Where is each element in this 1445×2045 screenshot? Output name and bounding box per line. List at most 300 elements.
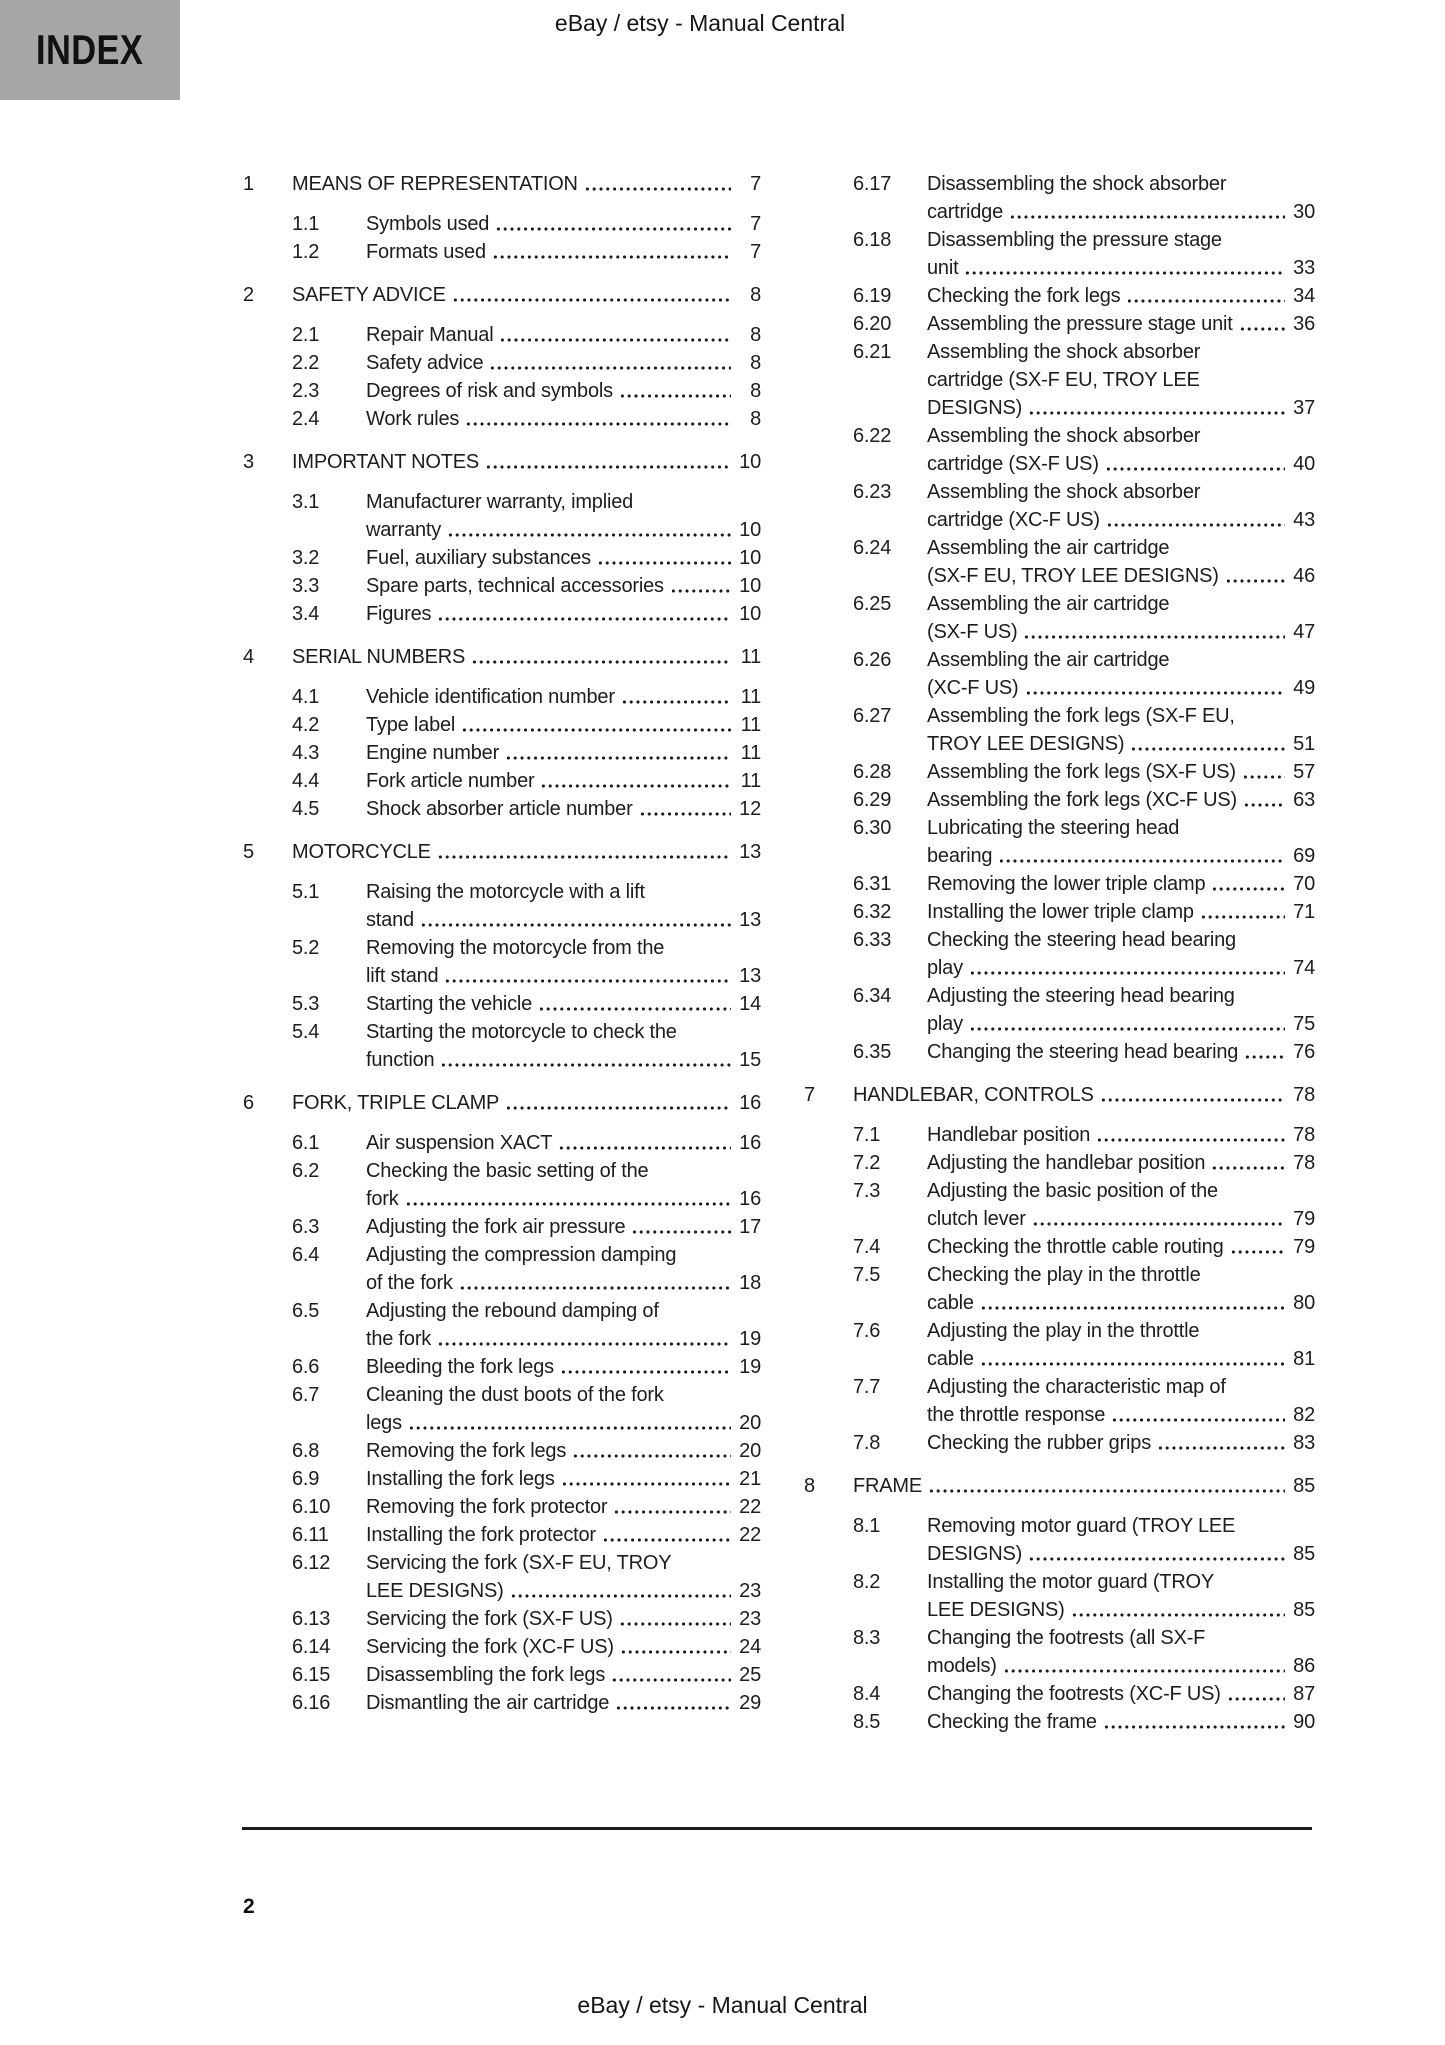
toc-entry <box>804 1261 1315 1317</box>
toc-entry-body <box>927 170 1315 226</box>
toc-entry <box>243 1129 761 1157</box>
toc-entry-title-line: Shock absorber article number <box>366 798 633 820</box>
toc-leader-dots <box>452 295 731 305</box>
toc-page-ref: 11 <box>740 770 761 792</box>
toc-entry-number: 7.6 <box>853 1320 881 1342</box>
toc-leader-dots <box>540 781 731 791</box>
toc-entry <box>243 643 761 671</box>
toc-page-ref: 21 <box>739 1468 761 1490</box>
toc-entry-title-line: Handlebar position <box>927 1124 1091 1146</box>
toc-entry-body <box>292 1089 761 1117</box>
toc-entry <box>804 1680 1315 1708</box>
toc-entry-title-line: clutch lever <box>927 1208 1026 1230</box>
toc-entry-title-line: SERIAL NUMBERS <box>292 646 466 668</box>
toc-entry-last-line <box>927 898 1315 926</box>
toc-leader-dots <box>485 462 731 472</box>
toc-entry <box>804 786 1315 814</box>
toc-entry-body <box>927 1121 1315 1149</box>
toc-entry-title-line: Installing the fork legs <box>366 1468 555 1490</box>
toc-entry-number: 6.9 <box>292 1468 320 1490</box>
toc-leader-dots <box>1225 576 1285 586</box>
toc-entry <box>804 1081 1315 1109</box>
toc-entry-body <box>366 990 761 1018</box>
toc-page-ref: 8 <box>750 352 761 374</box>
toc-entry-title-line: FRAME <box>853 1475 923 1497</box>
toc-leader-dots <box>1106 520 1285 530</box>
toc-page-ref: 69 <box>1293 845 1315 867</box>
toc-entry-title-line: Adjusting the play in the throttle <box>927 1320 1200 1342</box>
toc-entry-last-line <box>292 643 761 671</box>
toc-entry-title-line: Checking the steering head bearing <box>927 929 1236 951</box>
toc-page-ref: 11 <box>740 686 761 708</box>
toc-entry-number: 6.34 <box>853 985 892 1007</box>
toc-entry-number: 4.3 <box>292 742 320 764</box>
toc-entry-body <box>927 814 1315 870</box>
toc-leader-dots <box>437 614 731 624</box>
toc-entry-title-line: Checking the rubber grips <box>927 1432 1152 1454</box>
toc-leader-dots <box>980 1359 1285 1369</box>
toc-leader-dots <box>459 1283 731 1293</box>
toc-entry-last-line <box>366 1409 761 1437</box>
toc-entry-number: 7.5 <box>853 1264 881 1286</box>
toc-entry-body <box>927 982 1315 1038</box>
toc-entry-title-line: Assembling the shock absorber <box>927 341 1201 363</box>
toc-entry-title-line: Assembling the air cartridge <box>927 537 1170 559</box>
toc-entry-body <box>366 600 761 628</box>
toc-entry <box>243 1297 761 1353</box>
toc-entry-title-line: Adjusting the compression damping <box>366 1244 677 1266</box>
toc-entry-body <box>366 1213 761 1241</box>
toc-page-ref: 11 <box>740 742 761 764</box>
toc-page-ref: 13 <box>739 841 761 863</box>
toc-entry-title-line: (SX-F US) <box>927 621 1018 643</box>
toc-entry <box>243 448 761 476</box>
toc-leader-dots <box>619 1619 731 1629</box>
toc-entry-last-line <box>927 1233 1315 1261</box>
toc-entry-number: 6 <box>243 1092 254 1114</box>
toc-entry-number: 2.4 <box>292 408 320 430</box>
toc-entry-title-line: Checking the fork legs <box>927 285 1121 307</box>
toc-page-ref: 79 <box>1293 1236 1315 1258</box>
toc-leader-dots <box>461 725 731 735</box>
toc-entry-number: 7.7 <box>853 1376 881 1398</box>
toc-entry-number: 2.1 <box>292 324 320 346</box>
toc-leader-dots <box>1230 1247 1285 1257</box>
toc-entry-number: 6.30 <box>853 817 892 839</box>
toc-entry <box>243 683 761 711</box>
toc-leader-dots <box>1028 1554 1285 1564</box>
toc-entry-title-line: Servicing the fork (SX-F US) <box>366 1608 613 1630</box>
toc-leader-dots <box>621 697 731 707</box>
toc-entry <box>804 982 1315 1038</box>
toc-entry-title-line: Changing the footrests (all SX-F <box>927 1627 1206 1649</box>
toc-leader-dots <box>437 852 731 862</box>
toc-page-ref: 34 <box>1293 285 1315 307</box>
toc-entry-number: 5.1 <box>292 881 320 903</box>
toc-entry-body <box>366 683 761 711</box>
toc-entry-number: 6.14 <box>292 1636 331 1658</box>
toc-entry-number: 6.16 <box>292 1692 331 1714</box>
toc-entry-body <box>366 1465 761 1493</box>
toc-entry <box>243 1633 761 1661</box>
toc-entry-last-line <box>927 1680 1315 1708</box>
toc-entry <box>243 1661 761 1689</box>
toc-entry-number: 4.4 <box>292 770 320 792</box>
toc-page-ref: 17 <box>739 1216 761 1238</box>
toc-leader-dots <box>1242 772 1285 782</box>
toc-entry-number: 4.1 <box>292 686 320 708</box>
toc-entry-number: 8.5 <box>853 1711 881 1733</box>
toc-entry-last-line <box>853 1081 1315 1109</box>
toc-entry-title-line: Cleaning the dust boots of the fork <box>366 1384 664 1406</box>
toc-entry-body <box>366 210 761 238</box>
toc-leader-dots <box>1023 632 1285 642</box>
toc-entry <box>804 1233 1315 1261</box>
toc-entry-last-line <box>927 786 1315 814</box>
toc-leader-dots <box>1003 1666 1285 1676</box>
toc-entry-title-line: DESIGNS) <box>927 397 1023 419</box>
toc-entry-number: 6.17 <box>853 173 892 195</box>
toc-page-ref: 81 <box>1293 1348 1315 1370</box>
toc-leader-dots <box>613 1507 731 1517</box>
toc-entry-body <box>927 1568 1315 1624</box>
toc-entry-body <box>927 1429 1315 1457</box>
toc-entry-title-line: Assembling the shock absorber <box>927 481 1201 503</box>
toc-page-ref: 87 <box>1293 1683 1315 1705</box>
toc-entry-number: 7.2 <box>853 1152 881 1174</box>
toc-entry <box>243 210 761 238</box>
toc-page-ref: 19 <box>739 1328 761 1350</box>
toc-entry-number: 6.2 <box>292 1160 320 1182</box>
toc-page-ref: 11 <box>740 714 761 736</box>
toc-entry-number: 2.3 <box>292 380 320 402</box>
toc-entry-last-line <box>366 1325 761 1353</box>
toc-page-ref: 37 <box>1293 397 1315 419</box>
toc-page-ref: 8 <box>750 284 761 306</box>
toc-entry-title-line: Degrees of risk and symbols <box>366 380 613 402</box>
toc-entry-title-line: Disassembling the fork legs <box>366 1664 606 1686</box>
toc-entry-body <box>366 934 761 990</box>
toc-entry <box>804 702 1315 758</box>
toc-leader-dots <box>620 1647 731 1657</box>
toc-entry-body <box>366 1018 761 1074</box>
toc-entry-last-line <box>366 1577 761 1605</box>
toc-entry-title-line: unit <box>927 257 959 279</box>
toc-entry-body <box>366 1241 761 1297</box>
toc-entry-title-line: Removing motor guard (TROY LEE <box>927 1515 1236 1537</box>
toc-entry <box>243 1157 761 1213</box>
toc-leader-dots <box>572 1451 731 1461</box>
toc-entry <box>243 405 761 433</box>
toc-leader-dots <box>1009 212 1285 222</box>
toc-page-ref: 16 <box>739 1132 761 1154</box>
toc-entry <box>804 1472 1315 1500</box>
toc-entry-title-line: LEE DESIGNS) <box>927 1599 1065 1621</box>
toc-entry-last-line <box>366 739 761 767</box>
toc-entry-title-line: MOTORCYCLE <box>292 841 431 863</box>
toc-page-ref: 10 <box>739 603 761 625</box>
toc-entry-number: 6.33 <box>853 929 892 951</box>
toc-page-ref: 20 <box>739 1440 761 1462</box>
toc-entry-title-line: legs <box>366 1412 402 1434</box>
toc-entry-last-line <box>927 1652 1315 1680</box>
toc-entry-number: 4.2 <box>292 714 320 736</box>
toc-entry <box>243 1521 761 1549</box>
toc-entry-body <box>927 534 1315 590</box>
toc-entry-number: 7.3 <box>853 1180 881 1202</box>
toc-leader-dots <box>489 363 731 373</box>
toc-entry-title-line: Safety advice <box>366 352 484 374</box>
toc-entry-title-line: lift stand <box>366 965 439 987</box>
toc-leader-dots <box>465 419 731 429</box>
toc-entry <box>804 814 1315 870</box>
toc-entry-last-line <box>366 1605 761 1633</box>
toc-entry-body <box>292 643 761 671</box>
toc-entry-number: 6.26 <box>853 649 892 671</box>
toc-entry-last-line <box>927 1289 1315 1317</box>
toc-page-ref: 8 <box>750 324 761 346</box>
toc-leader-dots <box>505 1103 731 1113</box>
toc-entry-number: 8 <box>804 1475 815 1497</box>
toc-entry <box>243 488 761 544</box>
toc-entry-body <box>927 926 1315 982</box>
toc-entry <box>804 310 1315 338</box>
toc-entry-title-line: cable <box>927 1348 974 1370</box>
toc-entry-title-line: Adjusting the characteristic map of <box>927 1376 1226 1398</box>
toc-entry-number: 2 <box>243 284 254 306</box>
toc-page-ref: 16 <box>739 1188 761 1210</box>
toc-entry-body <box>853 1081 1315 1109</box>
toc-entry-last-line <box>366 238 761 266</box>
toc-entry-number: 6.13 <box>292 1608 331 1630</box>
toc-page-ref: 24 <box>739 1636 761 1658</box>
toc-entry-number: 6.20 <box>853 313 892 335</box>
toc-entry <box>804 478 1315 534</box>
toc-leader-dots <box>1028 408 1285 418</box>
toc-entry-last-line <box>927 618 1315 646</box>
toc-page-ref: 22 <box>739 1524 761 1546</box>
toc-entry-title-line: TROY LEE DESIGNS) <box>927 733 1125 755</box>
toc-entry-number: 6.22 <box>853 425 892 447</box>
toc-page-ref: 16 <box>739 1092 761 1114</box>
toc-entry-body <box>927 590 1315 646</box>
toc-page-ref: 13 <box>739 909 761 931</box>
toc-entry-body <box>927 870 1315 898</box>
toc-entry-last-line <box>366 600 761 628</box>
toc-entry-last-line <box>366 544 761 572</box>
toc-page-ref: 46 <box>1293 565 1315 587</box>
toc-entry-last-line <box>366 1185 761 1213</box>
toc-page-ref: 70 <box>1293 873 1315 895</box>
toc-leader-dots <box>1227 1694 1285 1704</box>
toc-leader-dots <box>408 1423 731 1433</box>
toc-entry <box>243 170 761 198</box>
toc-entry-number: 6.32 <box>853 901 892 923</box>
toc-entry-last-line <box>366 1353 761 1381</box>
toc-entry-last-line <box>292 838 761 866</box>
toc-entry-title-line: play <box>927 957 963 979</box>
toc-entry-last-line <box>927 1010 1315 1038</box>
toc-entry-title-line: Disassembling the pressure stage <box>927 229 1222 251</box>
toc-entry-title-line: Work rules <box>366 408 460 430</box>
toc-entry <box>243 1241 761 1297</box>
toc-entry-body <box>927 1149 1315 1177</box>
toc-entry-body <box>927 1317 1315 1373</box>
toc-page-ref: 78 <box>1293 1084 1315 1106</box>
toc-entry-title-line: play <box>927 1013 963 1035</box>
toc-page-ref: 12 <box>739 798 761 820</box>
toc-leader-dots <box>602 1535 731 1545</box>
toc-page-ref: 85 <box>1293 1543 1315 1565</box>
toc-leader-dots <box>584 184 731 194</box>
toc-entry-title-line: Lubricating the steering head <box>927 817 1180 839</box>
toc-entry-number: 1.1 <box>292 213 320 235</box>
toc-leader-dots <box>1032 1219 1285 1229</box>
toc-entry-title-line: Installing the lower triple clamp <box>927 901 1194 923</box>
toc-entry-title-line: (XC-F US) <box>927 677 1019 699</box>
toc-entry-last-line <box>927 954 1315 982</box>
toc-leader-dots <box>440 1060 731 1070</box>
toc-entry-body <box>366 544 761 572</box>
toc-entry-number: 7.1 <box>853 1124 881 1146</box>
toc-entry-number: 6.6 <box>292 1356 320 1378</box>
toc-entry-last-line <box>366 405 761 433</box>
toc-leader-dots <box>510 1591 731 1601</box>
toc-entry-body <box>292 448 761 476</box>
toc-entry-number: 6.10 <box>292 1496 331 1518</box>
toc-leader-dots <box>670 586 731 596</box>
toc-leader-dots <box>1211 884 1285 894</box>
toc-leader-dots <box>1200 912 1285 922</box>
toc-entry-title-line: bearing <box>927 845 993 867</box>
toc-entry-last-line <box>927 1401 1315 1429</box>
toc-entry-title-line: Fork article number <box>366 770 535 792</box>
toc-page-ref: 8 <box>750 380 761 402</box>
toc-entry-title-line: Manufacturer warranty, implied <box>366 491 634 513</box>
toc-leader-dots <box>619 391 731 401</box>
toc-page-ref: 74 <box>1293 957 1315 979</box>
toc-page-ref: 78 <box>1293 1124 1315 1146</box>
toc-entry-title-line: Air suspension XACT <box>366 1132 553 1154</box>
toc-page-ref: 33 <box>1293 257 1315 279</box>
toc-entry-number: 5.3 <box>292 993 320 1015</box>
toc-entry-last-line <box>927 1540 1315 1568</box>
toc-entry-title-line: Changing the steering head bearing <box>927 1041 1239 1063</box>
toc-entry-title-line: Checking the frame <box>927 1711 1097 1733</box>
toc-entry-last-line <box>366 1521 761 1549</box>
toc-page-ref: 10 <box>739 575 761 597</box>
toc-page-ref: 71 <box>1293 901 1315 923</box>
toc-page-ref: 76 <box>1293 1041 1315 1063</box>
toc-entry-last-line <box>366 377 761 405</box>
toc-entry <box>804 534 1315 590</box>
toc-entry-last-line <box>366 767 761 795</box>
toc-entry <box>804 758 1315 786</box>
toc-page-ref: 7 <box>750 213 761 235</box>
toc-page-ref: 10 <box>739 451 761 473</box>
toc-entry-number: 1.2 <box>292 241 320 263</box>
toc-entry-body <box>927 478 1315 534</box>
toc-entry-number: 7.4 <box>853 1236 881 1258</box>
toc-entry-title-line: Assembling the shock absorber <box>927 425 1201 447</box>
toc-page-ref: 79 <box>1293 1208 1315 1230</box>
toc-entry <box>243 1465 761 1493</box>
toc-entry-title-line: stand <box>366 909 414 931</box>
toc-entry <box>804 170 1315 226</box>
toc-entry-last-line <box>927 842 1315 870</box>
toc-leader-dots <box>964 268 1285 278</box>
toc-entry-number: 3.4 <box>292 603 320 625</box>
toc-entry-body <box>927 758 1315 786</box>
toc-entry-title-line: Assembling the fork legs (SX-F EU, <box>927 705 1235 727</box>
toc-page-ref: 47 <box>1293 621 1315 643</box>
toc-entry-title-line: Removing the fork legs <box>366 1440 567 1462</box>
toc-entry-title-line: Servicing the fork (SX-F EU, TROY <box>366 1552 672 1574</box>
toc-entry-number: 6.27 <box>853 705 892 727</box>
toc-entry <box>243 934 761 990</box>
toc-leader-dots <box>998 856 1285 866</box>
toc-entry-title-line: Adjusting the fork air pressure <box>366 1216 626 1238</box>
toc-entry-title-line: models) <box>927 1655 997 1677</box>
toc-leader-dots <box>1157 1443 1285 1453</box>
toc-entry-title-line: LEE DESIGNS) <box>366 1580 504 1602</box>
toc-entry-number: 3.1 <box>292 491 320 513</box>
toc-entry-title-line: cartridge <box>927 201 1004 223</box>
toc-leader-dots <box>1126 296 1285 306</box>
toc-entry-last-line <box>853 1472 1315 1500</box>
toc-entry-body <box>927 310 1315 338</box>
toc-entry-title-line: Symbols used <box>366 213 490 235</box>
toc-page-ref: 14 <box>739 993 761 1015</box>
toc-entry-last-line <box>366 1129 761 1157</box>
toc-leader-dots <box>405 1199 731 1209</box>
toc-entry <box>243 1381 761 1437</box>
toc-entry <box>243 1689 761 1717</box>
toc-entry <box>243 544 761 572</box>
toc-entry-number: 6.31 <box>853 873 892 895</box>
toc-entry-body <box>366 238 761 266</box>
toc-page-ref: 11 <box>740 646 761 668</box>
toc-entry-body <box>366 1689 761 1717</box>
toc-leader-dots <box>560 1367 731 1377</box>
toc-page-ref: 49 <box>1293 677 1315 699</box>
toc-entry-last-line <box>366 349 761 377</box>
toc-entry-body <box>927 1038 1315 1066</box>
toc-entry-title-line: Spare parts, technical accessories <box>366 575 664 597</box>
toc-entry-body <box>927 786 1315 814</box>
toc-leader-dots <box>499 335 731 345</box>
toc-page-ref: 7 <box>750 173 761 195</box>
toc-entry-number: 6.29 <box>853 789 892 811</box>
toc-entry-body <box>366 1549 761 1605</box>
toc-entry-title-line: FORK, TRIPLE CLAMP <box>292 1092 500 1114</box>
toc-entry <box>804 1373 1315 1429</box>
toc-entry-last-line <box>366 906 761 934</box>
toc-entry-last-line <box>366 1633 761 1661</box>
toc-entry <box>243 600 761 628</box>
toc-entry-title-line: Servicing the fork (XC-F US) <box>366 1636 614 1658</box>
toc-leader-dots <box>437 1339 731 1349</box>
toc-entry <box>243 711 761 739</box>
toc-entry <box>804 1624 1315 1680</box>
toc-page-ref: 7 <box>750 241 761 263</box>
toc-page-ref: 10 <box>739 547 761 569</box>
toc-entry-title-line: Checking the play in the throttle <box>927 1264 1201 1286</box>
toc-entry-number: 7 <box>804 1084 815 1106</box>
toc-entry <box>243 1605 761 1633</box>
toc-entry <box>243 990 761 1018</box>
toc-page-ref: 23 <box>739 1580 761 1602</box>
